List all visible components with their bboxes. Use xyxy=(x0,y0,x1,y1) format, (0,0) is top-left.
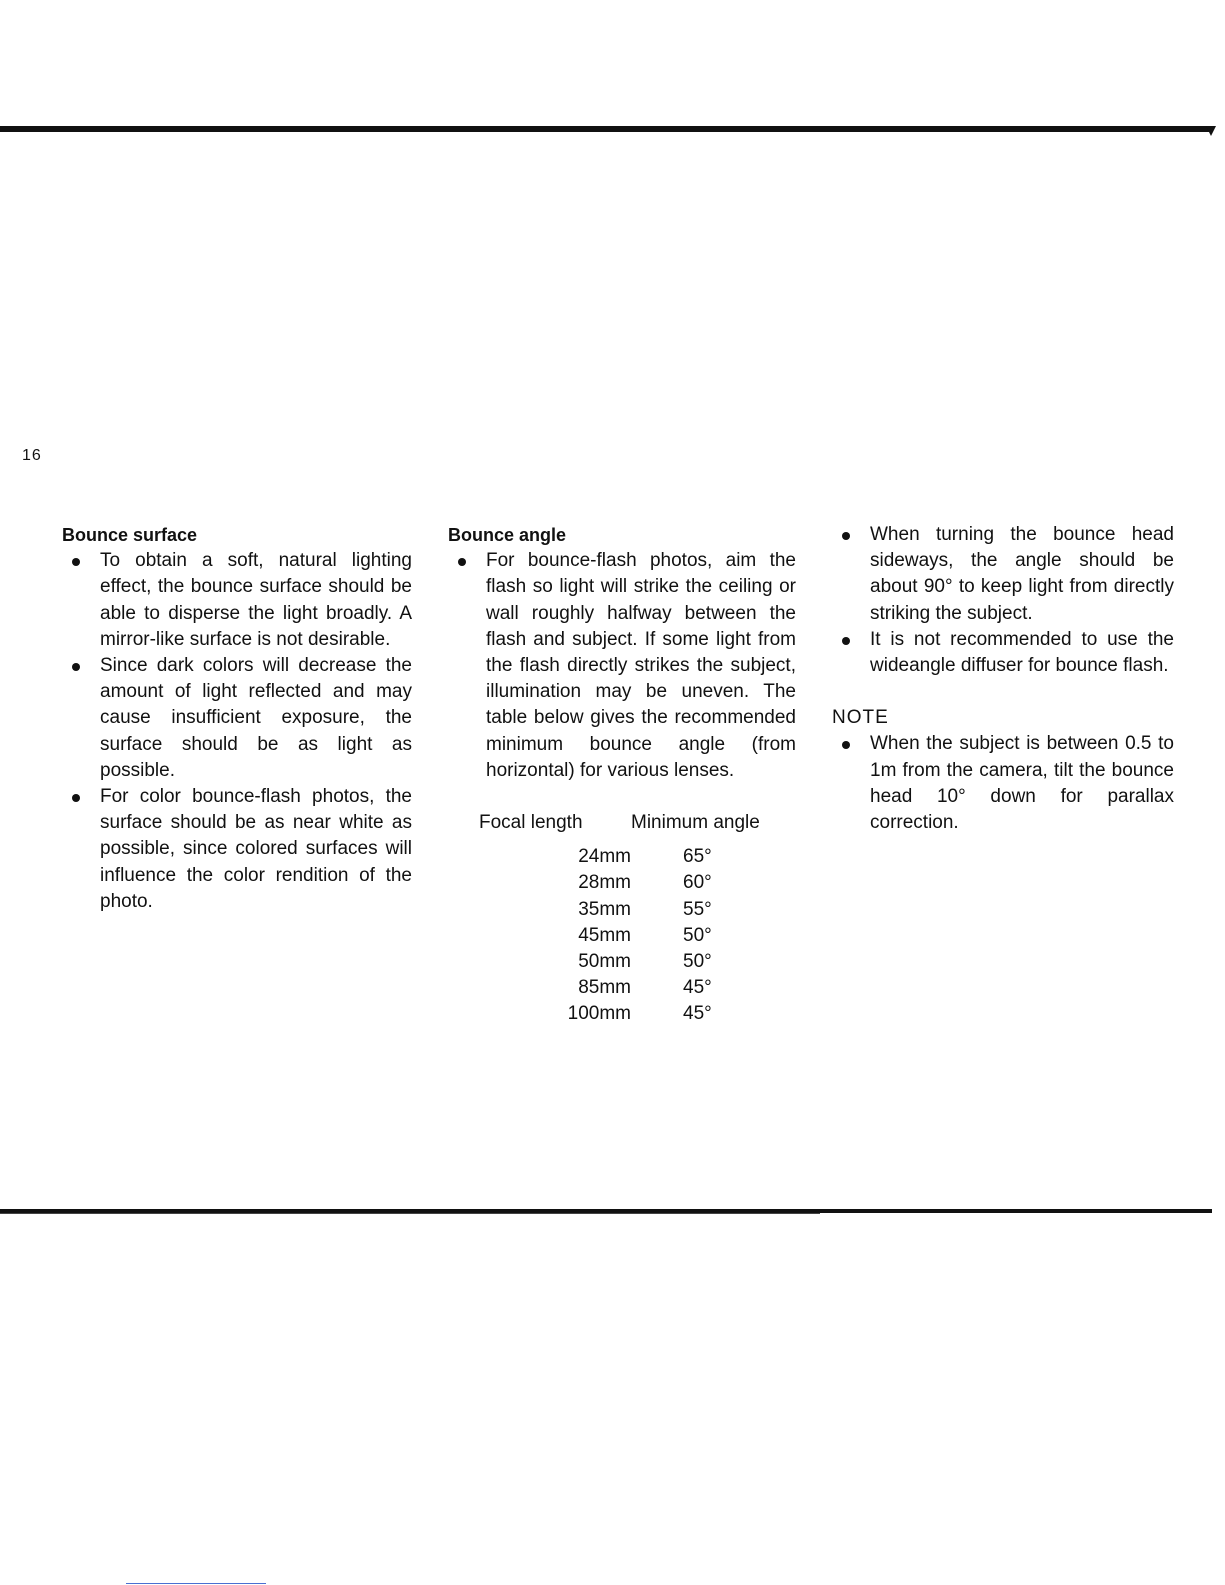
top-rule xyxy=(0,126,1212,132)
table-row xyxy=(448,975,760,1001)
angle-cell: 60° xyxy=(683,872,712,894)
column-bounce-surface xyxy=(62,522,412,915)
heading-bounce-surface: Bounce surface xyxy=(62,525,198,545)
table-row xyxy=(448,870,760,896)
top-rule-tip xyxy=(1206,126,1216,136)
note-list xyxy=(832,731,1174,836)
bounce-surface-list xyxy=(62,548,412,915)
heading-bounce-angle: Bounce angle xyxy=(448,525,567,545)
list-item: Since dark colors will decrease the amount of light reflected and may cause insufficient exposure, the surface should be as light as possible. xyxy=(62,653,412,784)
list-item: When turning the bounce head sideways, the angle should be about 90° to keep light from directly striking the subject. xyxy=(832,522,1174,627)
table-row xyxy=(448,949,760,975)
focal-length-cell: 28mm xyxy=(578,872,631,894)
focal-length-cell: 45mm xyxy=(578,924,631,946)
focal-length-cell: 50mm xyxy=(578,951,631,973)
bounce-angle-list xyxy=(448,548,796,784)
list-item: It is not recommended to use the wideangle diffuser for bounce flash. xyxy=(832,627,1174,679)
scan-edge-line xyxy=(126,1583,266,1584)
angle-cell: 45° xyxy=(683,977,712,999)
list-item: To obtain a soft, natural lighting effect, the bounce surface should be able to disperse the light broadly. A mirror-like surface is not desirable. xyxy=(62,548,412,653)
column-bounce-angle xyxy=(448,522,796,1028)
table-row xyxy=(448,897,760,923)
angle-cell: 55° xyxy=(683,898,712,920)
angle-cell: 65° xyxy=(683,846,712,868)
page-number: 16 xyxy=(22,447,42,464)
focal-length-cell: 24mm xyxy=(578,846,631,868)
angle-cell: 45° xyxy=(683,1003,712,1025)
table-header-focal-length: Focal length xyxy=(479,812,583,834)
focal-length-cell: 100mm xyxy=(567,1003,631,1025)
focal-length-table xyxy=(448,810,760,1028)
list-item: For bounce-flash photos, aim the flash so light will strike the ceiling or wall roughly halfway between the flash and subject. If some light from the flash directly strikes the subject, illumination may be uneven. The table below gives the recommended minimum bounce angle (from horizontal) for various lenses. xyxy=(448,548,796,784)
table-row xyxy=(448,844,760,870)
bottom-rule-thin xyxy=(0,1213,820,1214)
angle-cell: 50° xyxy=(683,951,712,973)
note-label: NOTE xyxy=(832,707,889,729)
table-row xyxy=(448,923,760,949)
column-bounce-notes xyxy=(832,522,1174,836)
angle-cell: 50° xyxy=(683,924,712,946)
bounce-head-list xyxy=(832,522,1174,679)
table-header-minimum-angle: Minimum angle xyxy=(631,812,760,834)
list-item: For color bounce-flash photos, the surface should be as near white as possible, since colored surfaces will influence the color rendition of the photo. xyxy=(62,784,412,915)
focal-length-cell: 35mm xyxy=(578,898,631,920)
list-item: When the subject is between 0.5 to 1m from the camera, tilt the bounce head 10° down for parallax correction. xyxy=(832,731,1174,836)
focal-length-cell: 85mm xyxy=(578,977,631,999)
table-row xyxy=(448,1001,760,1027)
